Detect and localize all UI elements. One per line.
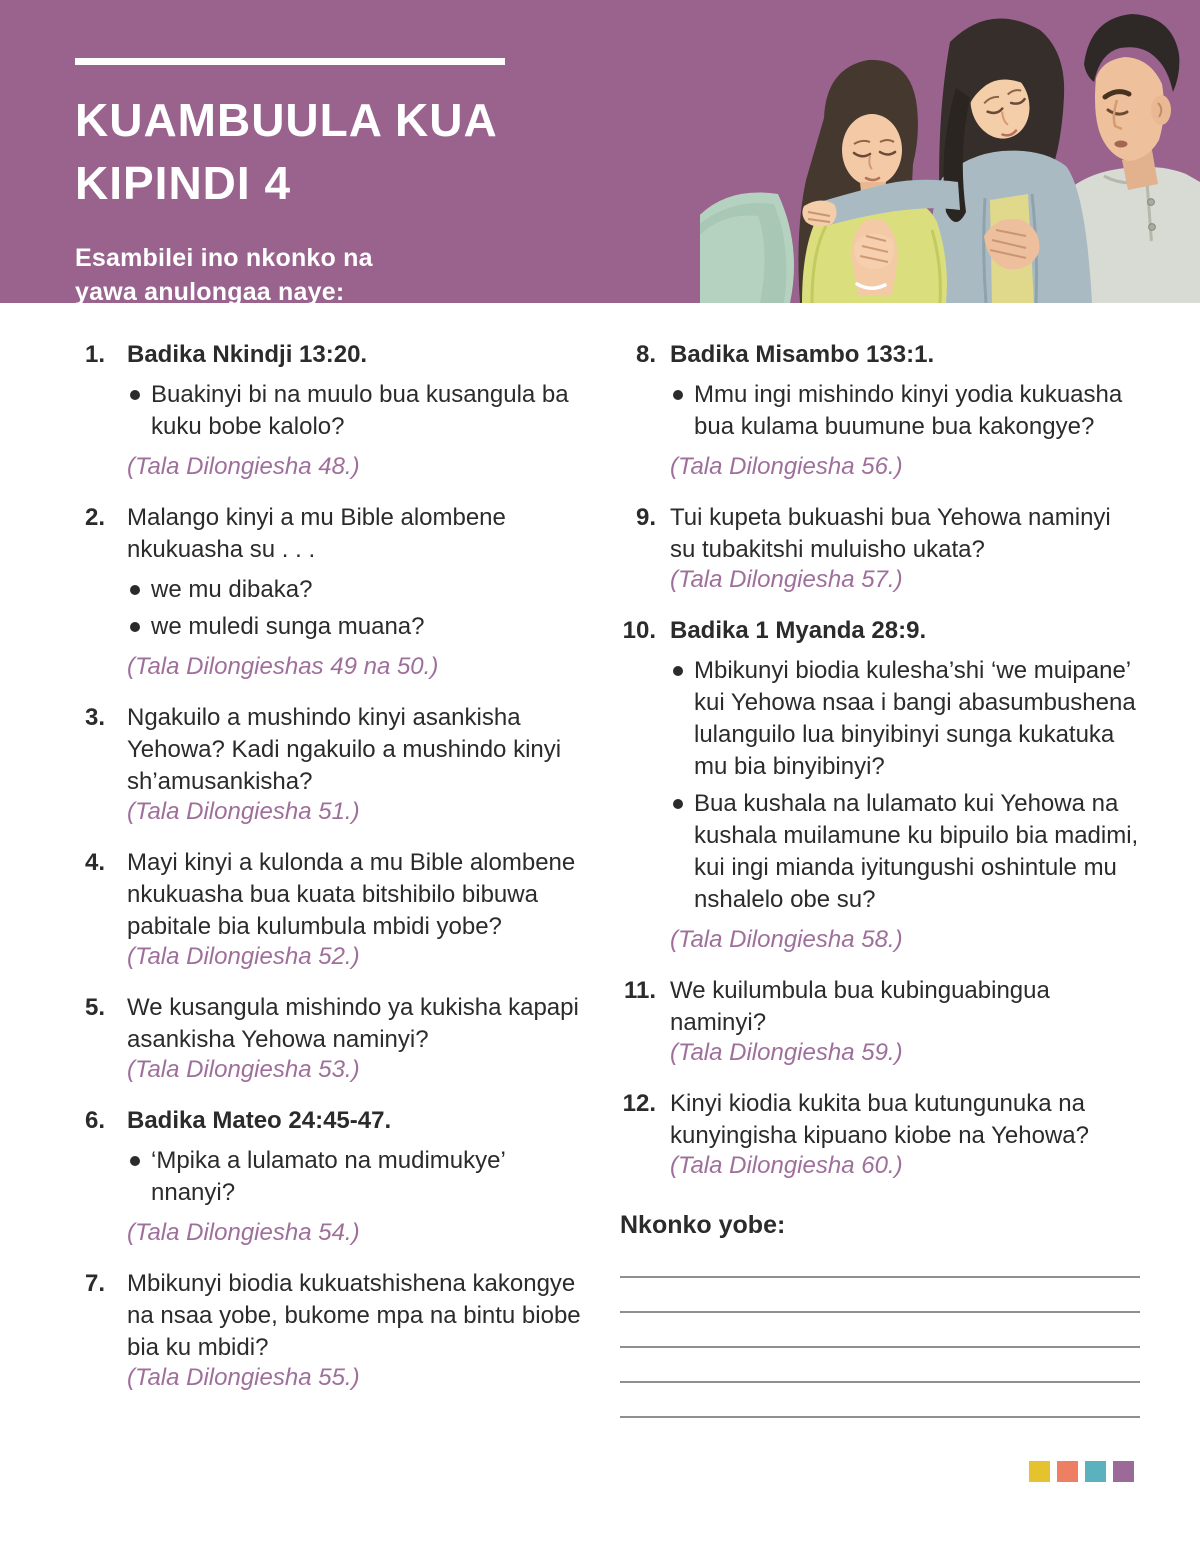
question-item [620, 615, 1140, 956]
question-item [85, 502, 585, 683]
answer-line[interactable] [620, 1348, 1140, 1383]
title-rule [75, 58, 505, 65]
bullet-item: Bua kushala na lulamato kui Yehowa na kushala muilamune ku bipuilo bia madimi, kui ingi mianda iyitungushi oshintule mu nshalelo obe su? [670, 788, 1140, 916]
question-text: We kuilumbula bua kubinguabingua naminyi? [670, 977, 1050, 1036]
bullet-item: Mbikunyi biodia kulesha’shi ‘we muipane’ kui Yehowa nsaa i bangi abasumbushena lulanguilo lua binyibinyi sunga kukatuka mu bia binyibinyi? [670, 655, 1140, 783]
question-item [85, 847, 585, 973]
question-reference: (Tala Dilongiesha 51.) [127, 798, 360, 825]
questions-column-left [85, 339, 585, 1394]
question-reference: (Tala Dilongiesha 53.) [127, 1056, 360, 1083]
question-item [620, 975, 1140, 1069]
question-reference: (Tala Dilongiesha 58.) [670, 926, 903, 953]
question-item [85, 1268, 585, 1394]
question-reference: (Tala Dilongiesha 55.) [127, 1364, 360, 1391]
question-text: Badika Misambo 133:1. [670, 341, 935, 368]
question-number: 7. [85, 1270, 106, 1297]
question-number: 4. [85, 849, 106, 876]
question-text: Ngakuilo a mushindo kinyi asankisha Yehowa? Kadi ngakuilo a mushindo kinyi sh’amusankisha? [127, 704, 562, 795]
question-number: 2. [85, 504, 106, 531]
banner-text-block [75, 58, 595, 309]
bullet-item: Mmu ingi mishindo kinyi yodia kukuasha bua kulama buumune bua kakongye? [670, 379, 1140, 443]
notes-heading: Nkonko yobe: [620, 1211, 786, 1239]
answer-line[interactable] [620, 1383, 1140, 1418]
answer-line[interactable] [620, 1243, 1140, 1278]
question-number: 8. [635, 341, 656, 368]
question-bullets [127, 574, 585, 643]
question-item [620, 1088, 1140, 1182]
question-text: Badika Mateo 24:45-47. [127, 1107, 392, 1134]
question-bullets [127, 1145, 585, 1209]
questions-column-right [620, 339, 1140, 1418]
question-item [620, 502, 1140, 596]
page-subtitle [75, 241, 595, 309]
question-text: Badika 1 Myanda 28:9. [670, 617, 927, 644]
question-number: 3. [85, 704, 106, 731]
bullet-item: ‘Mpika a lulamato na mudimukye’ nnanyi? [127, 1145, 585, 1209]
palette-square [1085, 1461, 1106, 1482]
footer-color-palette [1029, 1461, 1134, 1482]
question-reference: (Tala Dilongiesha 56.) [670, 453, 903, 480]
question-number: 5. [85, 994, 106, 1021]
answer-lines [620, 1243, 1140, 1418]
question-number: 1. [85, 341, 106, 368]
palette-square [1029, 1461, 1050, 1482]
question-text: Mbikunyi biodia kukuatshishena kakongye na nsaa yobe, bukome mpa na bintu biobe bia ku mbidi? [127, 1270, 581, 1361]
question-number: 6. [85, 1107, 106, 1134]
bullet-item: we mu dibaka? [127, 574, 585, 606]
question-text: Badika Nkindji 13:20. [127, 341, 368, 368]
page-title [75, 89, 595, 215]
header-banner [0, 0, 1200, 306]
page-title-line2: KIPINDI 4 [75, 157, 292, 209]
answer-line[interactable] [620, 1313, 1140, 1348]
question-reference: (Tala Dilongiesha 59.) [670, 1039, 903, 1066]
page-subtitle-line1: Esambilei ino nkonko na [75, 244, 373, 272]
question-reference: (Tala Dilongiesha 52.) [127, 943, 360, 970]
question-reference: (Tala Dilongiesha 57.) [670, 566, 903, 593]
palette-square [1057, 1461, 1078, 1482]
question-number: 11. [623, 977, 656, 1004]
page-title-line1: KUAMBUULA KUA [75, 94, 498, 146]
question-number: 10. [622, 617, 656, 644]
question-number: 12. [622, 1090, 656, 1117]
question-text: Mayi kinyi a kulonda a mu Bible alombene nkukuasha bua kuata bitshibilo bibuwa pabitale bia kulumbula mbidi yobe? [127, 849, 576, 940]
question-text: Tui kupeta bukuashi bua Yehowa naminyi su tubakitshi muluisho ukata? [670, 504, 1111, 563]
question-text: Malango kinyi a mu Bible alombene nkukuasha su . . . [127, 504, 506, 563]
question-item [85, 339, 585, 483]
question-item [85, 1105, 585, 1249]
palette-square [1113, 1461, 1134, 1482]
question-reference: (Tala Dilongiesha 60.) [670, 1152, 903, 1179]
bullet-item: we muledi sunga muana? [127, 611, 585, 643]
answer-line[interactable] [620, 1278, 1140, 1313]
question-text: Kinyi kiodia kukita bua kutungunuka na kunyingisha kipuano kiobe na Yehowa? [670, 1090, 1090, 1149]
question-bullets [127, 379, 585, 443]
question-text: We kusangula mishindo ya kukisha kapapi asankisha Yehowa naminyi? [127, 994, 579, 1053]
question-reference: (Tala Dilongieshas 49 na 50.) [127, 653, 439, 680]
question-item [85, 992, 585, 1086]
question-bullets [670, 379, 1140, 443]
bullet-item: Buakinyi bi na muulo bua kusangula ba kuku bobe kalolo? [127, 379, 585, 443]
question-item [620, 339, 1140, 483]
question-reference: (Tala Dilongiesha 48.) [127, 453, 360, 480]
question-reference: (Tala Dilongiesha 54.) [127, 1219, 360, 1246]
page-subtitle-line2: yawa anulongaa naye: [75, 278, 345, 306]
family-praying-illustration [700, 0, 1200, 303]
question-bullets [670, 655, 1140, 916]
question-number: 9. [635, 504, 656, 531]
question-item [85, 702, 585, 828]
